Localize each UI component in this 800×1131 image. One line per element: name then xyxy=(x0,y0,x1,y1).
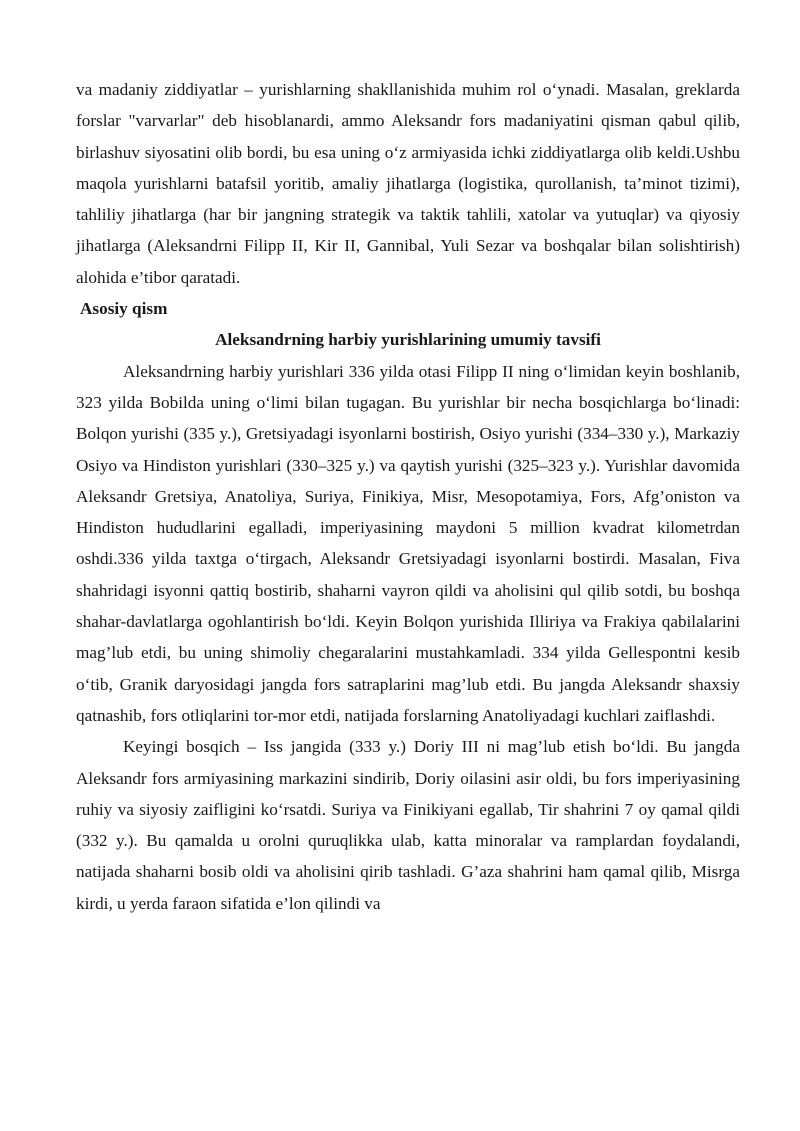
body-paragraph: Keyingi bosqich – Iss jangida (333 y.) Doriy III ni mag’lub etish bo‘ldi. Bu jangda Aleksandr fors armiyasining markazini sindirib, Doriy oilasini asir oldi, bu fors imperiyasining ruhiy va siyosiy zaifligini ko‘rsatdi. Suriya va Finikiyani egallab, Tir shahrini 7 oy qamal qildi (332 y.). Bu qamalda u orolni quruqlikka ulab, katta minoralar va ramplardan foydalandi, natijada shaharni bosib oldi va aholisini qirib tashladi. G’aza shahrini ham qamal qilib, Misrga kirdi, u yerda faraon sifatida e’lon qilindi va xyxy=(76,737,740,913)
section-heading: Asosiy qism xyxy=(80,299,168,319)
sub-heading: Aleksandrning harbiy yurishlarining umumiy tavsifi xyxy=(215,330,601,350)
body-paragraph: Aleksandrning harbiy yurishlari 336 yilda otasi Filipp II ning o‘limidan keyin boshlanib, 323 yilda Bobilda uning o‘limi bilan tugagan. Bu yurishlar bir necha bosqichlarga bo‘linadi: Bolqon yurishi (335 y.), Gretsiyadagi isyonlarni bostirish, Osiyo yurishi (334–330 y.), Markaziy Osiyo va Hindiston yurishlari (330–325 y.) va qaytish yurishi (325–323 y.). Yurishlar davomida Aleksandr Gretsiya, Anatoliya, Suriya, Finikiya, Misr, Mesopotamiya, Fors, Afg’oniston va Hindiston hududlarini egalladi, imperiyasining maydoni 5 million kvadrat kilometrdan oshdi.336 yilda taxtga o‘tirgach, Aleksandr Gretsiyadagi isyonlarni bostirdi. Masalan, Fiva shahridagi isyonni qattiq bostirib, shaharni vayron qildi va aholisini qul qilib sotdi, bu boshqa shahar-davlatlarga ogohlantirish bo‘ldi. Keyin Bolqon yurishida Illiriya va Frakiya qabilalarini mag’lub etdi, bu uning shimoliy chegaralarini mustahkamladi. 334 yilda Gellespontni kesib o‘tib, Granik daryosidagi jangda fors satraplarini mag’lub etdi. Bu jangda Aleksandr shaxsiy qatnashib, fors otliqlarini tor-mor etdi, natijada forslarning Anatoliyadagi kuchlari zaiflashdi. xyxy=(76,361,740,725)
intro-continuation-paragraph: va madaniy ziddiyatlar – yurishlarning shakllanishida muhim rol o‘ynadi. Masalan, greklarda forslar "varvarlar" deb hisoblanardi, ammo Aleksandr fors madaniyatini qisman qabul qilib, birlashuv siyosatini olib bordi, bu esa uning o‘z armiyasida ichki ziddiyatlarga olib keldi.Ushbu maqola yurishlarni batafsil yoritib, amaliy jihatlarga (logistika, qurollanish, ta’minot tizimi), tahliliy jihatlarga (har bir jangning strategik va taktik tahlili, xatolar va yutuqlar) va qiyosiy jihatlarga (Aleksandrni Filipp II, Kir II, Gannibal, Yuli Sezar va boshqalar bilan solishtirish) alohida e’tibor qaratadi. xyxy=(76,80,740,287)
